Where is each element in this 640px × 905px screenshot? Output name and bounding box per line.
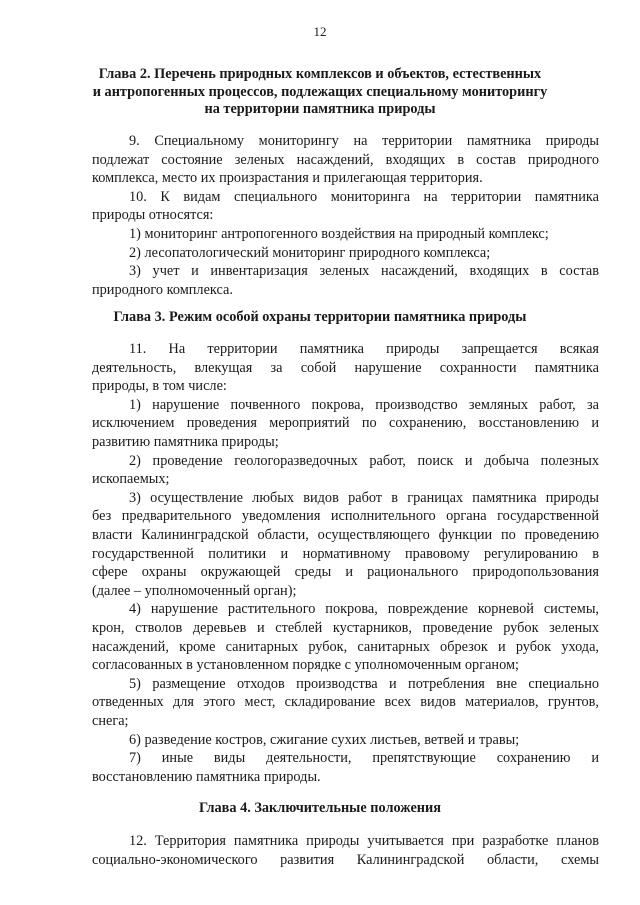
list-item-5 [92, 675, 599, 731]
text-line: 10. К видам специального мониторинга на территории памятника [129, 188, 599, 205]
text-line: развитию памятника природы; [92, 433, 279, 450]
text-line: сфере охраны окружающей среды и рационального природопользования [92, 564, 599, 581]
text-line: 7) иные виды деятельности, препятствующие сохранению и [129, 750, 599, 767]
paragraph-10 [92, 188, 599, 225]
text-line: отведенных для этого мест, складирование всех видов материалов, грунтов, [92, 694, 599, 711]
list-item-7 [92, 749, 599, 786]
text-line: 3) осуществление любых видов работ в границах памятника природы [129, 489, 599, 506]
text-line: насаждений, кроме санитарных рубок, санитарных обрезок и рубок ухода, [92, 638, 599, 655]
text-line: 11. На территории памятника природы запрещается всякая [129, 341, 599, 357]
text-line: 12. Территория памятника природы учитывается при разработке планов [129, 833, 599, 849]
chapter-2-title-line: и антропогенных процессов, подлежащих специальному мониторингу [92, 83, 548, 100]
list-item-3 [92, 262, 599, 299]
list-item-2 [92, 452, 599, 489]
list-item-3 [92, 489, 599, 601]
paragraph-11 [92, 340, 599, 396]
text-line: власти Калининградской области, осуществляющего функции по проведению [92, 526, 599, 543]
text-line: без предварительного уведомления исполнительного органа государственной [92, 508, 599, 525]
text-line: 2) лесопатологический мониторинг природного комплекса; [129, 244, 491, 261]
text-line: восстановлению памятника природы. [92, 768, 321, 785]
text-line: 5) размещение отходов производства и потребления вне специально [129, 675, 599, 692]
paragraph-9 [92, 132, 599, 188]
text-line: комплекса, место их произрастания и прилегающая территория. [92, 170, 483, 187]
chapter-4-title: Глава 4. Заключительные положения [198, 800, 442, 816]
paragraph-12 [92, 832, 599, 869]
chapter-2-title-line: Глава 2. Перечень природных комплексов и объектов, естественных [98, 66, 542, 82]
list-item-4 [92, 600, 599, 674]
text-line: 2) проведение геологоразведочных работ, поиск и добыча полезных [129, 452, 599, 469]
chapter-2-title [60, 66, 580, 119]
text-line: 6) разведение костров, сжигание сухих листьев, ветвей и травы; [129, 731, 520, 748]
chapter-3-title: Глава 3. Режим особой охраны территории памятника природы [113, 309, 527, 325]
list-item-1 [92, 225, 599, 244]
text-line: 4) нарушение растительного покрова, повреждение корневой системы, [129, 601, 599, 618]
text-line: крон, стволов деревьев и стеблей кустарников, проведение рубок зеленых [92, 619, 599, 636]
text-line: согласованных в установленном порядке с уполномоченным органом; [92, 657, 519, 674]
text-line: природы относятся: [92, 207, 214, 224]
list-item-1 [92, 396, 599, 452]
text-line: 9. Специальному мониторингу на территории памятника природы [129, 133, 599, 149]
text-line: государственной политики и нормативному правовому регулированию в [92, 545, 599, 562]
text-line: социально-экономического развития Калининградской области, схемы [92, 851, 599, 868]
text-line: природы, в том числе: [92, 378, 227, 395]
text-line: 3) учет и инвентаризация зеленых насаждений, входящих в состав [129, 263, 599, 280]
text-line: 1) нарушение почвенного покрова, производство земляных работ, за [129, 396, 599, 413]
chapter-2-title-line: на территории памятника природы [204, 101, 436, 117]
text-line: деятельность, влекущая за собой нарушение сохранности памятника [92, 359, 599, 376]
list-item-6 [92, 731, 599, 750]
page-number: 12 [313, 24, 327, 39]
text-line: (далее – уполномоченный орган); [92, 582, 297, 599]
text-line: ископаемых; [92, 471, 170, 488]
text-line: природного комплекса. [92, 281, 233, 298]
text-line: подлежат состояние зеленых насаждений, входящих в состав природного [92, 151, 599, 168]
text-line: исключением проведения мероприятий по сохранению, восстановлению и [92, 415, 599, 432]
list-item-2 [92, 244, 599, 263]
text-line: 1) мониторинг антропогенного воздействия на природный комплекс; [129, 226, 549, 242]
text-line: снега; [92, 712, 129, 729]
